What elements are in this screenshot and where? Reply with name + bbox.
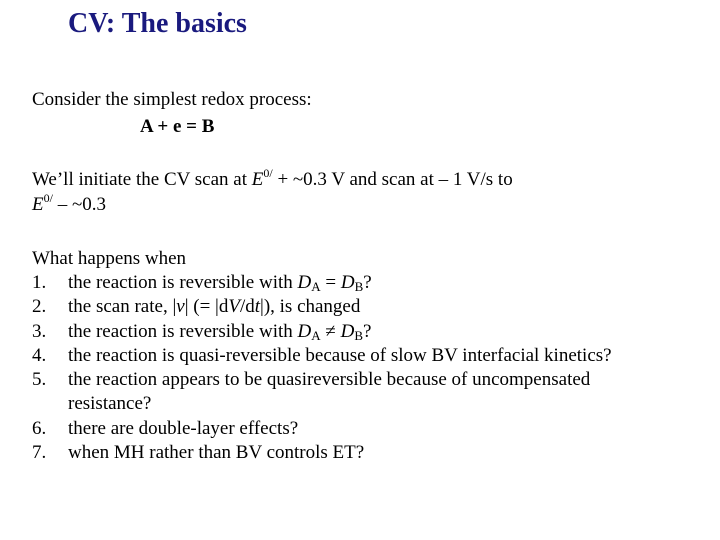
list-number: 4. [32, 344, 47, 366]
list-text-end: |), is changed [260, 296, 361, 318]
list-text: /d [239, 296, 255, 318]
list-text: the reaction is reversible with [68, 272, 298, 293]
list-text: the reaction appears to be quasireversible because of uncompensated [68, 369, 591, 391]
intro-text: Consider the simplest redox process: [32, 89, 312, 110]
redox-equation: A + e = B [140, 116, 215, 137]
voltage-symbol: V [228, 296, 240, 318]
scan-end-value: – ~0.3 [52, 194, 106, 215]
potential-superscript: 0/ [43, 191, 53, 205]
list-text: the reaction is quasi-reversible because of slow BV interfacial kinetics? [68, 344, 612, 366]
list-text: when MH rather than BV controls ET? [68, 442, 365, 464]
list-item [32, 441, 612, 465]
list-number: 5. [32, 369, 47, 391]
list-text-end: ? [363, 272, 372, 293]
subscript-b: B [354, 327, 363, 343]
list-item [32, 295, 612, 319]
list-text-end: ? [362, 320, 372, 342]
relation-symbol: = [320, 272, 341, 293]
time-symbol: t [254, 296, 261, 318]
question-list [32, 271, 612, 465]
list-number: 2. [32, 296, 47, 318]
list-text: | (= |d [184, 296, 229, 318]
diffusion-symbol: D [297, 320, 312, 342]
diffusion-symbol: D [340, 320, 355, 342]
scan-text-end: + ~0.3 V and scan at – 1 V/s to [272, 169, 513, 190]
scan-description-line-1 [32, 168, 513, 192]
slide-title: CV: The basics [68, 8, 247, 39]
question-intro: What happens when [32, 248, 187, 269]
list-number: 6. [32, 417, 47, 439]
diffusion-symbol: D [340, 272, 355, 293]
list-text-continued: resistance? [68, 393, 152, 415]
list-item [32, 368, 612, 417]
potential-superscript: 0/ [263, 166, 273, 180]
list-item [32, 320, 612, 344]
list-number: 3. [32, 320, 47, 342]
list-number: 7. [32, 442, 47, 464]
list-number: 1. [32, 272, 47, 293]
subscript-a: A [311, 279, 321, 294]
diffusion-symbol: D [297, 272, 312, 293]
list-item [32, 417, 612, 441]
subscript-a: A [311, 327, 321, 343]
potential-symbol: E [251, 169, 264, 190]
list-item [32, 344, 612, 368]
scan-text-start: We’ll initiate the CV scan at [32, 169, 252, 190]
list-text: there are double-layer effects? [68, 417, 299, 439]
scan-description-line-2 [32, 193, 106, 217]
list-item [32, 271, 612, 295]
list-text: the reaction is reversible with [68, 320, 298, 342]
relation-symbol: ≠ [320, 320, 341, 342]
potential-symbol: E [32, 194, 44, 215]
scan-rate-symbol: v [176, 296, 185, 318]
list-text: the scan rate, | [68, 296, 177, 318]
subscript-b: B [354, 279, 364, 294]
